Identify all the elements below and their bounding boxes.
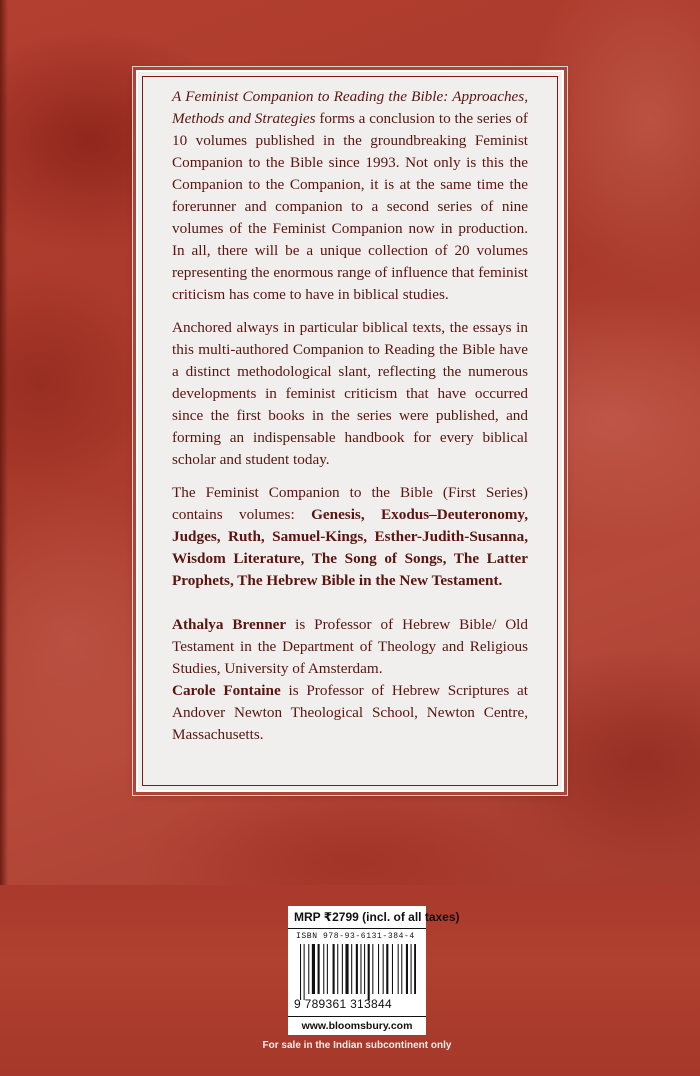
book-title: A Feminist Companion to Reading the Bible: Approaches, Methods and Strategies [172, 88, 528, 127]
author-bio-1: is Professor of Hebrew Bible/ Old Testament in the Department of Theology and Religious Studies, University of Amsterdam. [172, 616, 528, 677]
publisher-url: www.bloomsbury.com [288, 1016, 426, 1035]
blurb-paragraph-3 [172, 482, 528, 592]
author-bios [172, 614, 528, 746]
isbn-text: ISBN 978-93-6131-384-4 [296, 932, 415, 941]
blurb-panel [136, 70, 564, 792]
sale-note: For sale in the Indian subcontinent only [262, 1040, 452, 1051]
blurb-paragraph-1 [172, 86, 528, 306]
barcode-icon [300, 944, 416, 1000]
paragraph-1-text: forms a conclusion to the series of 10 volumes published in the groundbreaking Feminist Companion to the Bible since 1993. Not only is this the Companion to the Companion, it is at the same time the forerunner and companion to a second series of nine volumes of the Feminist Companion now in production. In all, there will be a unique collection of 20 volumes representing the enormous range of influence that feminist criticism has come to have in biblical studies. [172, 110, 528, 303]
barcode-block [288, 928, 426, 1016]
blurb-paragraph-2: Anchored always in particular biblical texts, the essays in this multi-authored Companion to Reading the Bible have a distinct methodological slant, reflecting the numerous developments in feminist criticism that have occurred since the first books in the series were published, and forming an indispensable handbook for every biblical scholar and student today. [172, 319, 528, 468]
author-bio-2: is Professor of Hebrew Scriptures at Andover Newton Theological School, Newton Centre, Massachusetts. [172, 682, 528, 743]
author-name-2: Carole Fontaine [172, 682, 281, 699]
series-volumes: Genesis, Exodus–Deuteronomy, Judges, Ruth, Samuel-Kings, Esther-Judith-Susanna, Wisdom Literature, The Song of Songs, The Latter Prophets, The Hebrew Bible in the New Testament. [172, 506, 528, 589]
price-label: MRP ₹2799 (incl. of all taxes) [288, 906, 426, 928]
blurb-text [172, 86, 528, 757]
author-name-1: Athalya Brenner [172, 616, 287, 633]
series-intro: The Feminist Companion to the Bible (First Series) contains volumes: [172, 484, 528, 523]
barcode-digits: 9 789361 313844 [294, 997, 392, 1011]
